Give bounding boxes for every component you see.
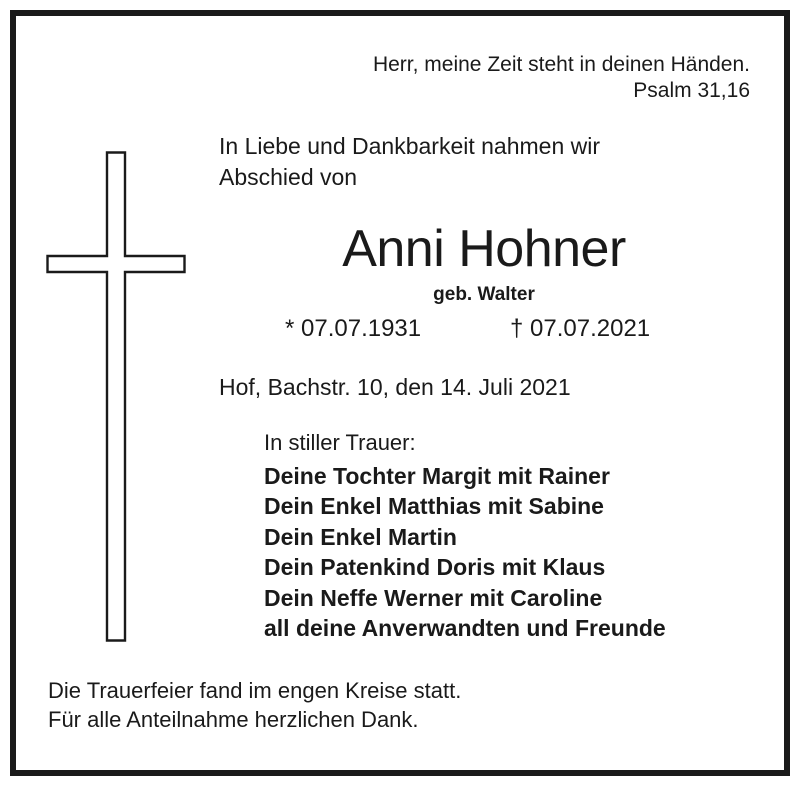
cross-icon [45, 151, 187, 643]
mourning-label: In stiller Trauer: [264, 430, 416, 455]
list-item: Dein Enkel Martin [264, 523, 457, 550]
intro-text [219, 131, 600, 193]
intro-line-2: Abschied von [219, 164, 358, 190]
list-item: Dein Enkel Matthias mit Sabine [264, 493, 604, 520]
list-item: Dein Patenkind Doris mit Klaus [264, 554, 606, 581]
birth-date: * 07.07.1931 [285, 315, 422, 342]
bible-verse [250, 52, 750, 104]
verse-reference: Psalm 31,16 [633, 79, 750, 102]
closing-line-2: Für alle Anteilnahme herzlichen Dank. [48, 707, 419, 732]
list-item: Deine Tochter Margit mit Rainer [264, 463, 610, 489]
closing-line-1: Die Trauerfeier fand im engen Kreise statt. [48, 678, 462, 703]
deceased-name: Anni Hohner [342, 220, 626, 278]
list-item: all deine Anverwandten und Freunde [264, 615, 666, 642]
intro-line-1: In Liebe und Dankbarkeit nahmen wir [219, 133, 601, 159]
death-date: † 07.07.2021 [510, 315, 651, 342]
maiden-name: geb. Walter [433, 284, 535, 305]
closing-text [48, 676, 461, 734]
verse-text: Herr, meine Zeit steht in deinen Händen. [372, 53, 750, 76]
mourners-list [264, 461, 666, 643]
place-and-date: Hof, Bachstr. 10, den 14. Juli 2021 [219, 374, 571, 400]
list-item: Dein Neffe Werner mit Caroline [264, 584, 603, 611]
